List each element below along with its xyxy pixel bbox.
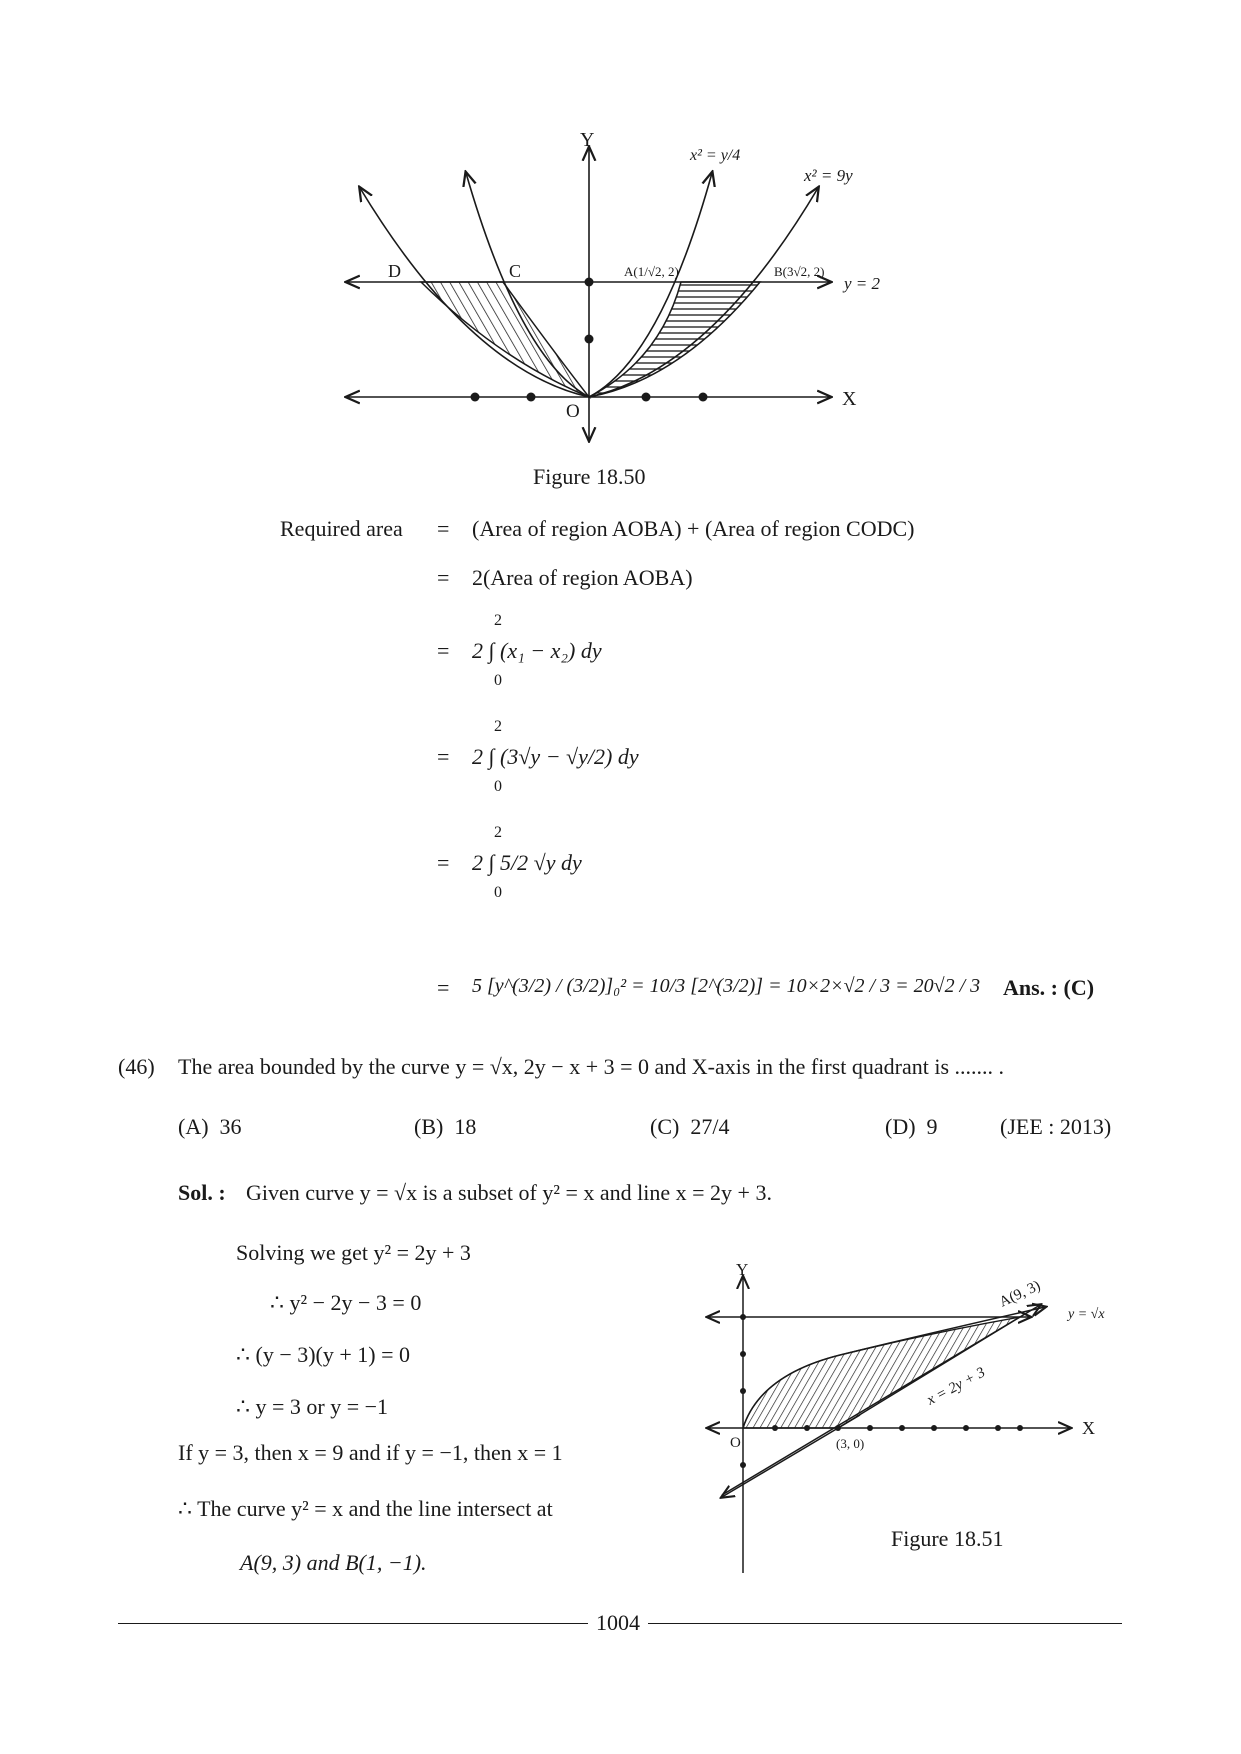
question-46-text: The area bounded by the curve y = √x, 2y − x + 3 = 0 and X-axis in the first quadrant is ....... . xyxy=(178,1054,1005,1079)
fig1-curve1-label: x² = y/4 xyxy=(690,147,741,164)
figure-18-50 xyxy=(0,0,1241,460)
shaded-region-aoba xyxy=(589,282,760,397)
sol45-line3: 2 ∫ (x₁ − x₂) dy xyxy=(472,638,602,663)
fig1-point-b: B(3√2, 2) xyxy=(774,264,825,279)
svg-text:y = √x: y = √x xyxy=(1068,1307,1105,1322)
sol46-line1: Given curve y = √x is a subset of y² = x and line x = 2y + 3. xyxy=(246,1180,772,1205)
page-number: 1004 xyxy=(596,1610,640,1635)
fig1-point-c: C xyxy=(509,261,522,281)
required-area-label: Required area xyxy=(280,516,403,541)
answer-45: Ans. : (C) xyxy=(1003,975,1095,1000)
sol45-line5: 2 ∫ 5/2 √y dy xyxy=(472,850,582,875)
fig1-curve2-label: x² = 9y xyxy=(804,166,853,185)
svg-text:Y: Y xyxy=(736,1260,749,1279)
footer-rule-left xyxy=(118,1623,588,1624)
option-d[interactable]: (D) 9 xyxy=(885,1114,938,1139)
sol45-line6: 5 [y^(3/2) / (3/2)]₀² = 10/3 [2^(3/2)] = 10×2×√2 / 3 = 20√2 / 3 xyxy=(472,975,981,997)
sol45-line2: 2(Area of region AOBA) xyxy=(472,565,693,590)
sol46-line2: Solving we get y² = 2y + 3 xyxy=(236,1240,471,1265)
sol46-line6: If y = 3, then x = 9 and if y = −1, then x = 1 xyxy=(178,1440,563,1465)
sol46-line4: ∴ (y − 3)(y + 1) = 0 xyxy=(236,1342,411,1367)
sol46-line7: ∴ The curve y² = x and the line intersect at xyxy=(178,1496,553,1521)
svg-text:O: O xyxy=(730,1435,741,1451)
fig1-axis-x: X xyxy=(842,388,857,410)
shaded-region-codc xyxy=(421,282,589,397)
question-46-number: (46) xyxy=(118,1054,155,1079)
sol45-line1: (Area of region AOBA) + (Area of region CODC) xyxy=(472,516,915,541)
fig1-origin: O xyxy=(566,401,580,422)
fig1-point-a: A(1/√2, 2) xyxy=(624,264,679,279)
option-c[interactable]: (C) 27/4 xyxy=(650,1114,730,1139)
fig1-axis-y: Y xyxy=(580,129,595,151)
sol46-line5: ∴ y = 3 or y = −1 xyxy=(236,1394,389,1419)
sol-label: Sol. : xyxy=(178,1180,226,1205)
figure-18-51-caption: Figure 18.51 xyxy=(891,1526,1004,1551)
fig1-line-label: y = 2 xyxy=(844,274,881,293)
sol45-line4: 2 ∫ (3√y − √y/2) dy xyxy=(472,744,639,769)
svg-text:X: X xyxy=(1082,1418,1095,1438)
sol46-line8: A(9, 3) and B(1, −1). xyxy=(240,1550,427,1575)
fig1-point-d: D xyxy=(388,261,401,281)
svg-text:A(9, 3): A(9, 3) xyxy=(996,1277,1043,1311)
option-a[interactable]: (A) 36 xyxy=(178,1114,242,1139)
eq-sign-1: = xyxy=(437,516,450,541)
sol46-line3: ∴ y² − 2y − 3 = 0 xyxy=(270,1290,422,1315)
footer-rule-right xyxy=(648,1623,1122,1624)
eq-sign-2: = xyxy=(437,565,450,590)
option-b[interactable]: (B) 18 xyxy=(414,1114,477,1139)
question-46-source: (JEE : 2013) xyxy=(1000,1114,1112,1139)
svg-text:x = 2y + 3: x = 2y + 3 xyxy=(924,1364,989,1409)
figure-18-50-caption: Figure 18.50 xyxy=(533,464,646,489)
svg-text:(3, 0): (3, 0) xyxy=(836,1436,865,1451)
